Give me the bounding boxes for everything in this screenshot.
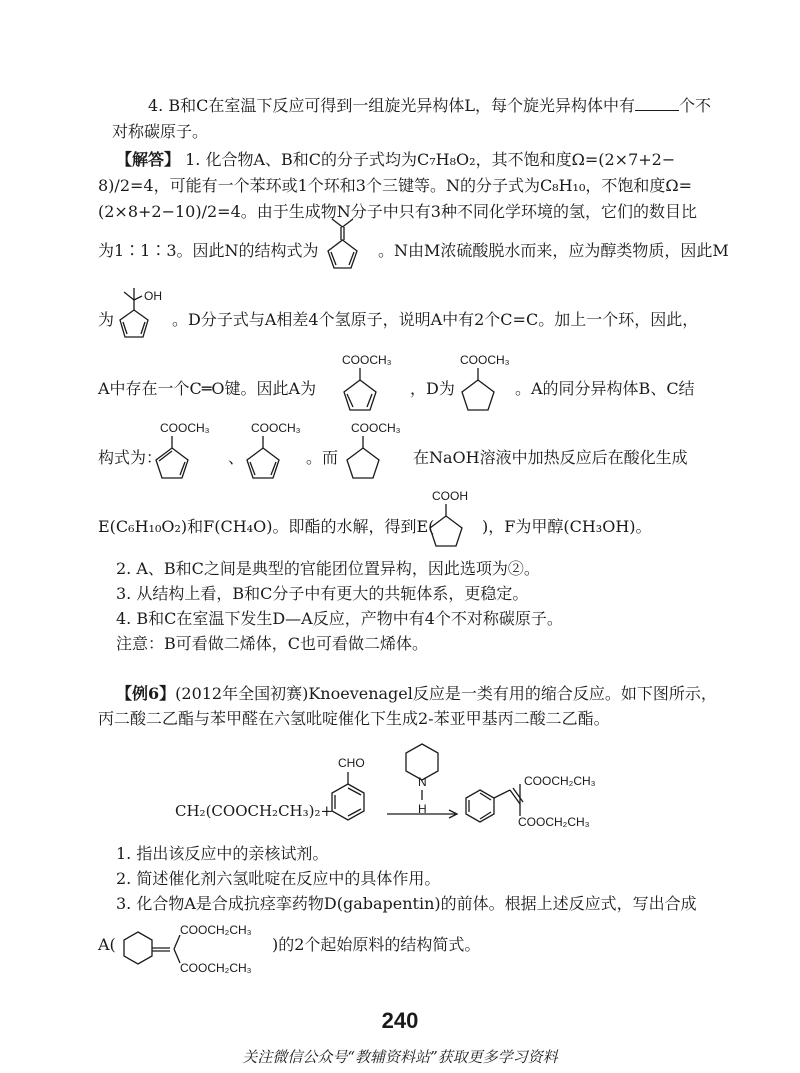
structure-n-fulvene xyxy=(305,210,375,280)
question-1: 1. 指出该反应中的亲核试剂。 xyxy=(116,844,329,863)
reactant-malonate: CH₂(COOCH₂CH₃)₂+ xyxy=(175,802,334,820)
answer-line-m-structure-b: 。D分子式与A相差4个氢原子，说明A中有2个C=C。加上一个环，因此， xyxy=(172,310,699,329)
structure-b xyxy=(148,420,228,490)
answer-paragraph-3: 3. 从结构上看，B和C分子中有更大的共轭体系，更稳定。 xyxy=(116,584,529,603)
structure-product-benzylidene xyxy=(458,768,638,838)
a-ester-top: COOCH₂CH₃ xyxy=(180,923,252,937)
c-ester-label: COOCH₃ xyxy=(251,421,301,435)
answer-paragraph-1b: 8)/2=4，可能有一个苯环或1个环和3个三键等。N的分子式为C₈H₁₀，不饱和度Ω= xyxy=(98,176,693,195)
answer-line-bc-c: 。而 xyxy=(306,448,339,467)
oh-label: OH xyxy=(144,289,162,303)
answer-paragraph-1c: (2×8+2−10)/2=4。由于生成物N分子中只有3种不同化学环境的氢，它们的数目比 xyxy=(98,202,697,221)
q4-line2: 对称碳原子。 xyxy=(112,122,209,141)
answer-line-a-d-b: ，D为 xyxy=(410,379,455,398)
answer-line-a-d-c: 。A的同分异构体B、C结 xyxy=(515,379,695,398)
e-acid-label: COOH xyxy=(432,489,468,503)
q4-line1: 4. B和C在室温下反应可得到一组旋光异构体L，每个旋光异构体中有 个不 xyxy=(148,96,711,115)
product-ester-top: COOCH₂CH₃ xyxy=(524,774,596,788)
answer-line-n-structure-a: 为1∶1∶3。因此N的结构式为 xyxy=(98,241,319,260)
structure-c xyxy=(235,420,315,490)
structure-compound-a xyxy=(112,918,292,978)
answer-line-bc-a: 构式为： xyxy=(98,448,163,467)
example-label: 【例6】 xyxy=(116,684,176,703)
answer-line-e-f-b: )，F为甲醇(CH₃OH)。 xyxy=(482,517,652,536)
answer-line-e-f-a: E(C₆H₁₀O₂)和F(CH₄O)。即酯的水解，得到E( xyxy=(98,517,435,536)
answer-line-a-d-a: A中存在一个C═O键。因此A为 xyxy=(98,379,317,398)
answer-label: 【解答】 xyxy=(116,150,181,169)
answer-note: 注意：B可看做二烯体，C也可看做二烯体。 xyxy=(116,634,429,653)
d2-ester-label: COOCH₃ xyxy=(351,421,401,435)
a-ester-bottom: COOCH₂CH₃ xyxy=(180,961,252,975)
answer-blank xyxy=(635,96,679,111)
answer-line-bc-d: 在NaOH溶液中加热反应后在酸化生成 xyxy=(413,448,688,467)
structure-d-again xyxy=(335,420,415,490)
d-ester-label: COOCH₃ xyxy=(460,353,510,367)
piperidine-n-label: N xyxy=(418,775,427,789)
question-3-line1: 3. 化合物A是合成抗痉挛药物D(gabapentin)的前体。根据上述反应式，写出合成 xyxy=(116,894,697,913)
answer-paragraph-1a: 【解答】 1. 化合物A、B和C的分子式均为C₇H₈O₂，其不饱和度Ω=(2×7+2− xyxy=(116,150,676,169)
answer-line-n-structure-b: 。N由M浓硫酸脱水而来，应为醇类物质，因此M xyxy=(378,241,729,260)
example-6-line2: 丙二酸二乙酯与苯甲醛在六氢吡啶催化下生成2-苯亚甲基丙二酸二乙酯。 xyxy=(98,709,610,728)
a-ester-label: COOCH₃ xyxy=(342,353,392,367)
question-3-a-open: A( xyxy=(98,935,116,954)
b-ester-label: COOCH₃ xyxy=(160,421,210,435)
structure-benzaldehyde xyxy=(320,752,400,832)
answer-paragraph-2: 2. A、B和C之间是典型的官能团位置异构，因此选项为②。 xyxy=(116,559,540,578)
page-number: 240 xyxy=(381,1008,419,1033)
footer-promo: 关注微信公众号“教辅资料站”获取更多学习资料 xyxy=(242,1048,558,1066)
piperidine-h-label: H xyxy=(418,802,427,816)
answer-paragraph-4: 4. B和C在室温下发生D—A反应，产物中有4个不对称碳原子。 xyxy=(116,609,563,628)
answer-line-m-structure-a: 为 xyxy=(98,310,115,329)
product-ester-bottom: COOCH₂CH₃ xyxy=(518,815,590,829)
question-3-tail: )的2个起始原料的结构简式。 xyxy=(272,935,481,954)
answer-line-bc-b: 、 xyxy=(228,448,245,467)
example-6-line1: 【例6】(2012年全国初赛)Knoevenagel反应是一类有用的缩合反应。如下图所示， xyxy=(116,684,717,703)
structure-a xyxy=(330,352,410,422)
cho-label: CHO xyxy=(338,756,365,770)
structure-m-alcohol xyxy=(110,282,180,352)
question-2: 2. 简述催化剂六氢吡啶在反应中的具体作用。 xyxy=(116,869,441,888)
reaction-arrow xyxy=(385,808,465,820)
